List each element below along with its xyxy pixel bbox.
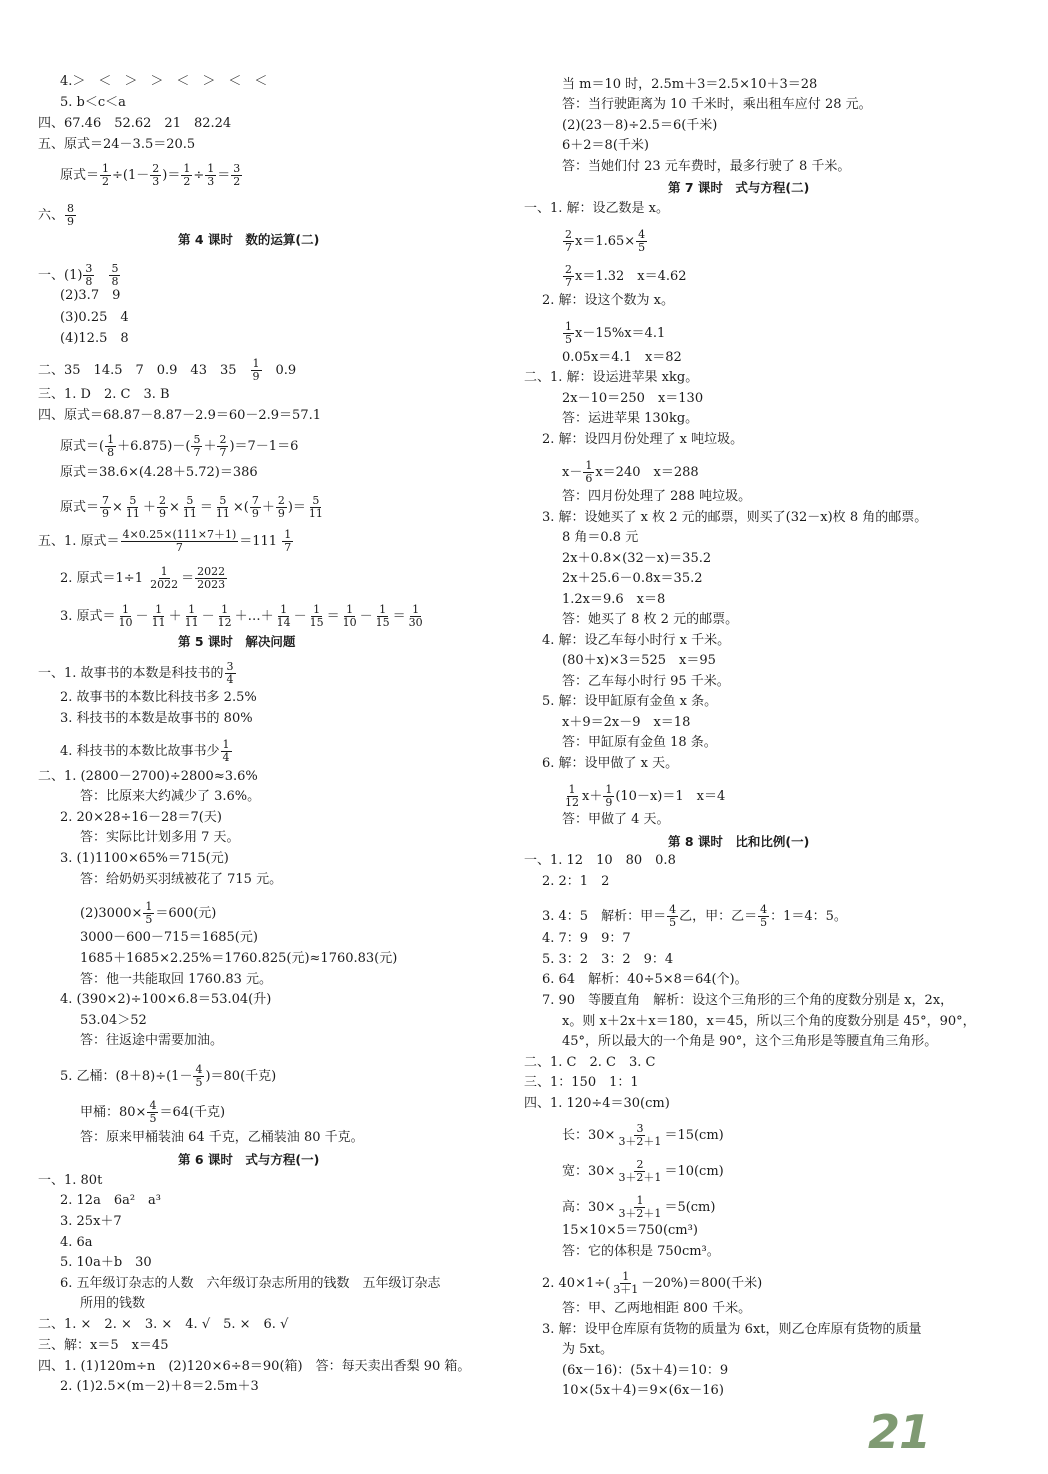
fraction: $\frac{1}{14}$: [276, 603, 291, 629]
answer-line: (2)3.7 9: [60, 288, 121, 303]
fraction: $\frac{1}{12}$: [565, 783, 579, 809]
answer-line: 四、1. 120÷4＝30(cm): [524, 1096, 670, 1111]
fraction: $\frac{1}{7}$: [284, 528, 292, 554]
fraction: $\frac{5}{11}$: [125, 494, 140, 520]
answer-line: 四、67.46 52.62 21 82.24: [38, 116, 232, 131]
fraction: $\frac{1}{9}$: [252, 357, 260, 383]
answer-line: 6＋2＝8(千米): [562, 138, 649, 153]
page-number: 21: [868, 1405, 931, 1459]
section-heading: 第 8 课时 比和比例(一): [668, 834, 810, 849]
answer-line: $\frac{2}{7}$ x＝1.32 x＝4.62: [565, 263, 687, 289]
section-heading: 第 4 课时 数的运算(二): [178, 232, 320, 247]
answer-line: 5. 解：设甲缸原有金鱼 x 条。: [542, 694, 718, 709]
fraction: $\frac{1}{2022}$: [150, 565, 179, 591]
answer-line: 2. 解：设四月份处理了 x 吨垃圾。: [542, 432, 744, 447]
answer-line: 3. 原式＝ $\frac{1}{10}$ － $\frac{1}{11}$ ＋ $\frac{1}{11}$ － $\frac{1}{12}$ ＋…＋ $\frac{1}{14}$ － $\frac{1}{15}$ ＝ $\frac{1}{10}$ － $\frac{1}{15}$ ＝ $\frac{1}{30}$: [60, 603, 423, 629]
fraction: $\frac{7}{9}$: [102, 494, 110, 520]
answer-line: 7. 90 等腰直角 解析：设这个三角形的三个角的度数分别是 x，2x，: [542, 993, 954, 1008]
fraction: $\frac{8}{9}$: [67, 202, 75, 228]
fraction: $\frac{4}{5}$: [638, 228, 646, 254]
fraction: $\frac{1}{11}$: [184, 603, 199, 629]
answer-line: 2. 解：设这个数为 x。: [542, 293, 674, 308]
fraction: $\frac{1}{6}$: [585, 459, 593, 485]
answer-line: x。则 x＋2x＋x＝180，x＝45，所以三个角的度数分别是 45°，90°，: [562, 1014, 976, 1029]
answer-line: 3. (1)1100×65%＝715(元): [60, 851, 229, 866]
answer-line: 8 角＝0.8 元: [562, 530, 639, 545]
fraction: $\frac{3}{2}$: [233, 162, 241, 188]
answer-line: 为 5xt。: [562, 1342, 613, 1357]
section-heading: 第 7 课时 式与方程(二): [668, 180, 810, 195]
fraction: $\frac{1}{11}$: [151, 603, 166, 629]
answer-line: 答：他一共能取回 1760.83 元。: [80, 972, 273, 987]
answer-line: 答：乙车每小时行 95 千米。: [562, 674, 730, 689]
fraction: $\frac{2}{3}$: [152, 162, 160, 188]
fraction: $\frac{7}{9}$: [251, 494, 259, 520]
answer-line: 2. (1)2.5×(m－2)＋8＝2.5m＋3: [60, 1379, 259, 1394]
fraction: $\frac{1}{5}$: [565, 320, 572, 346]
answer-line: 二、1. (2800－2700)÷2800≈3.6%: [38, 769, 258, 784]
fraction: $\frac{1}{10}$: [342, 603, 357, 629]
answer-line: 答：往返途中需要加油。: [80, 1033, 224, 1048]
answer-line: 2. 2：1 2: [542, 874, 610, 889]
answer-line: 甲桶：80× $\frac{4}{5}$ ＝64(千克): [80, 1099, 226, 1125]
fraction: $\frac{4}{5}$: [195, 1063, 203, 1089]
fraction: $\frac{1}{4}$: [222, 738, 230, 764]
fraction: $\frac{1}{9}$: [605, 783, 613, 809]
fraction: $\frac{2}{9}$: [277, 494, 285, 520]
answer-line: 三、1：150 1：1: [524, 1075, 639, 1090]
answer-line: 5. 10a＋b 30: [60, 1255, 152, 1270]
answer-line: 一、1. 解：设乙数是 x。: [524, 201, 669, 216]
fraction: $\frac{2}{7}$: [565, 228, 572, 254]
answer-line: 原式＝( $\frac{1}{8}$ ＋6.875)－( $\frac{5}{7}$ ＋ $\frac{2}{7}$ )＝7－1＝6: [60, 433, 299, 459]
answer-line: 三、解：x＝5 x＝45: [38, 1338, 169, 1353]
answer-line: 3. 解：设甲仓库原有货物的质量为 6xt，则乙仓库原有货物的质量: [542, 1322, 922, 1337]
answer-line: (2)(23－8)÷2.5＝6(千米): [562, 118, 718, 133]
answer-line: 二、1. 解：设运进苹果 xkg。: [524, 370, 699, 385]
answer-line: (4)12.5 8: [60, 331, 129, 346]
fraction: $\frac{4\times 0.25\times(111\times 7+1)}{7}$: [122, 528, 237, 554]
fraction: $\frac{2022}{2023}$: [197, 565, 226, 591]
answer-line: 2. 40×1÷( $\frac{1}{3+1}$ －20%)＝800(千米): [542, 1270, 763, 1296]
fraction: $\frac{3}{8}$: [85, 262, 93, 288]
answer-line: 53.04＞52: [80, 1013, 147, 1028]
fraction: $\frac{5}{7}$: [193, 433, 201, 459]
answer-line: 答：原来甲桶装油 64 千克，乙桶装油 80 千克。: [80, 1130, 364, 1145]
section-heading: 第 5 课时 解决问题: [178, 634, 296, 649]
answer-line: 长：30× $\frac{3}{3+2+1}$ ＝15(cm): [562, 1122, 724, 1148]
answer-line: 3. 解：设她买了 x 枚 2 元的邮票，则买了(32－x)枚 8 角的邮票。: [542, 510, 928, 525]
answer-line: 6. 解：设甲做了 x 天。: [542, 756, 679, 771]
answer-line: 原式＝ $\frac{1}{2}$ ÷(1－ $\frac{2}{3}$ )＝ $\frac{1}{2}$ ÷ $\frac{1}{3}$ ＝ $\frac{3}{2}$: [60, 162, 241, 188]
answer-line: 所用的钱数: [80, 1296, 146, 1311]
answer-line: 1.2x＝9.6 x＝8: [562, 592, 666, 607]
answer-line: 5. b＜c＜a: [60, 95, 126, 110]
answer-line: 2x＋25.6－0.8x＝35.2: [562, 571, 703, 586]
answer-line: 二、1. × 2. × 3. × 4. √ 5. × 6. √: [38, 1317, 289, 1332]
answer-line: 4. 科技书的本数比故事书少 $\frac{1}{4}$: [60, 738, 230, 764]
answer-line: 二、1. C 2. C 3. C: [524, 1055, 656, 1070]
answer-line: 原式＝ $\frac{7}{9}$ × $\frac{5}{11}$ ＋ $\frac{2}{9}$ × $\frac{5}{11}$ ＝ $\frac{5}{11}$ ×( $\frac{7}{9}$ ＋ $\frac{2}{9}$ )＝ $\frac{5}{11}$: [60, 494, 323, 520]
answer-line: 四、1. (1)120m÷n (2)120×6÷8＝90(箱) 答：每天卖出香梨 90 箱。: [38, 1359, 471, 1374]
answer-line: 3000－600－715＝1685(元): [80, 930, 258, 945]
answer-line: 2. 原式＝1÷1 $\frac{1}{2022}$ ＝ $\frac{2022}{2023}$: [60, 565, 226, 591]
answer-line: 一、1. 故事书的本数是科技书的 $\frac{3}{4}$: [38, 660, 234, 686]
fraction: $\frac{1}{15}$: [375, 603, 390, 629]
answer-line: 6. 64 解析：40÷5×8＝64(个)。: [542, 972, 748, 987]
answer-line: x＋9＝2x－9 x＝18: [562, 715, 691, 730]
answer-line: 5. 3：2 3：2 9：4: [542, 952, 674, 967]
answer-line: 答：运进苹果 130kg。: [562, 411, 699, 426]
answer-line: 五、原式＝24－3.5＝20.5: [38, 137, 196, 152]
answer-line: 4. (390×2)÷100×6.8＝53.04(升): [60, 992, 272, 1007]
fraction: $\frac{1}{12}$: [217, 603, 232, 629]
fraction: $\frac{3}{3+2+1}$: [618, 1122, 662, 1148]
answer-line: 答：当行驶距离为 10 千米时，乘出租车应付 28 元。: [562, 97, 872, 112]
fraction: $\frac{5}{11}$: [308, 494, 323, 520]
answer-line: 45°，所以最大的一个角是 90°，这个三角形是等腰直角三角形。: [562, 1034, 938, 1049]
answer-line: 答：给奶奶买羽绒被花了 715 元。: [80, 872, 283, 887]
fraction: $\frac{3}{4}$: [226, 660, 234, 686]
answer-line: $\frac{1}{12}$ x＋ $\frac{1}{9}$ (10－x)＝1 x＝4: [565, 783, 726, 809]
answer-line: 10×(5x＋4)＝9×(6x－16): [562, 1383, 724, 1398]
answer-line: 当 m＝10 时，2.5m＋3＝2.5×10＋3＝28: [562, 77, 818, 92]
fraction: $\frac{5}{11}$: [182, 494, 197, 520]
fraction: $\frac{1}{30}$: [408, 603, 423, 629]
fraction: $\frac{1}{8}$: [107, 433, 115, 459]
answer-line: 高：30× $\frac{1}{3+2+1}$ ＝5(cm): [562, 1194, 716, 1220]
answer-line: 答：她买了 8 枚 2 元的邮票。: [562, 612, 739, 627]
answer-line: (2)3000× $\frac{1}{5}$ ＝600(元): [80, 900, 217, 926]
answer-line: (80＋x)×3＝525 x＝95: [562, 653, 716, 668]
fraction: $\frac{1}{3+2+1}$: [618, 1194, 662, 1220]
answer-line: 4. 解：设乙车每小时行 x 千米。: [542, 633, 731, 648]
fraction: $\frac{1}{10}$: [118, 603, 133, 629]
fraction: $\frac{5}{11}$: [215, 494, 230, 520]
answer-line: 0.05x＝4.1 x＝82: [562, 350, 682, 365]
answer-line: $\frac{1}{5}$ x－15%x＝4.1: [565, 320, 666, 346]
fraction: $\frac{2}{7}$: [565, 263, 572, 289]
fraction: $\frac{1}{3}$: [207, 162, 215, 188]
answer-line: (3)0.25 4: [60, 310, 129, 325]
answer-line: 答：比原来大约减少了 3.6%。: [80, 789, 261, 804]
answer-line: 答：甲缸原有金鱼 18 条。: [562, 735, 717, 750]
fraction: $\frac{4}{5}$: [669, 903, 677, 929]
answer-line: 2. 故事书的本数比科技书多 2.5%: [60, 690, 257, 705]
answer-line: 答：甲做了 4 天。: [562, 812, 670, 827]
answer-line: 答：四月份处理了 288 吨垃圾。: [562, 489, 752, 504]
answer-line: 4. 6a: [60, 1235, 93, 1250]
fraction: $\frac{2}{7}$: [219, 433, 227, 459]
answer-line: 3. 4：5 解析：甲＝ $\frac{4}{5}$ 乙，甲：乙＝ $\frac{4}{5}$ ：1＝4：5。: [542, 903, 847, 929]
answer-line: 五、1. 原式＝ $\frac{4\times 0.25\times(111\times 7+1)}{7}$ ＝111 $\frac{1}{7}$: [38, 528, 292, 554]
answer-line: 2x＋0.8×(32－x)＝35.2: [562, 551, 712, 566]
answer-line: 5. 乙桶：(8＋8)÷(1－ $\frac{4}{5}$ )＝80(千克): [60, 1063, 277, 1089]
answer-line: 2. 12a 6a² a³: [60, 1193, 162, 1208]
answer-line: (6x－16)：(5x＋4)＝10：9: [562, 1363, 729, 1378]
answer-line: 答：当她们付 23 元车费时，最多行驶了 8 千米。: [562, 159, 851, 174]
answer-line: 3. 25x＋7: [60, 1214, 122, 1229]
answer-line: 15×10×5＝750(cm³): [562, 1223, 698, 1238]
answer-line: 4. 7：9 9：7: [542, 931, 631, 946]
fraction: $\frac{2}{3+2+1}$: [618, 1158, 662, 1184]
fraction: $\frac{4}{5}$: [149, 1099, 157, 1125]
answer-line: 一、1. 12 10 80 0.8: [524, 853, 676, 868]
answer-line: 4.＞ ＜ ＞ ＞ ＜ ＞ ＜ ＜: [60, 74, 268, 89]
fraction: $\frac{1}{5}$: [145, 900, 153, 926]
fraction: $\frac{1}{3+1}$: [613, 1270, 639, 1296]
answer-line: 3. 科技书的本数是故事书的 80%: [60, 711, 253, 726]
answer-line: 2x－10＝250 x＝130: [562, 391, 704, 406]
fraction: $\frac{2}{9}$: [158, 494, 166, 520]
answer-line: 答：它的体积是 750cm³。: [562, 1244, 720, 1259]
fraction: $\frac{1}{2}$: [183, 162, 191, 188]
answer-line: 一、1. 80t: [38, 1173, 103, 1188]
answer-line: 原式＝38.6×(4.28＋5.72)＝386: [60, 465, 258, 480]
fraction: $\frac{4}{5}$: [760, 903, 768, 929]
fraction: $\frac{1}{15}$: [309, 603, 324, 629]
answer-line: $\frac{2}{7}$ x＝1.65× $\frac{4}{5}$: [565, 228, 646, 254]
fraction: $\frac{5}{8}$: [111, 262, 119, 288]
answer-line: 答：甲、乙两地相距 800 千米。: [562, 1301, 752, 1316]
answer-line: 1685＋1685×2.25%＝1760.825(元)≈1760.83(元): [80, 951, 398, 966]
answer-line: 二、35 14.5 7 0.9 43 35 $\frac{1}{9}$ 0.9: [38, 357, 297, 383]
answer-line: x－ $\frac{1}{6}$ x＝240 x＝288: [562, 459, 699, 485]
answer-line: 四、原式＝68.87－8.87－2.9＝60－2.9＝57.1: [38, 408, 321, 423]
answer-line: 2. 20×28÷16－28＝7(天): [60, 810, 222, 825]
answer-line: 答：实际比计划多用 7 天。: [80, 830, 240, 845]
answer-line: 三、1. D 2. C 3. B: [38, 387, 170, 402]
section-heading: 第 6 课时 式与方程(一): [178, 1152, 320, 1167]
answer-line: 六、 $\frac{8}{9}$: [38, 202, 75, 228]
answer-line: 6. 五年级订杂志的人数 六年级订杂志所用的钱数 五年级订杂志: [60, 1276, 441, 1291]
answer-line: 宽：30× $\frac{2}{3+2+1}$ ＝10(cm): [562, 1158, 724, 1184]
fraction: $\frac{1}{2}$: [102, 162, 110, 188]
answer-line: 一、(1) $\frac{3}{8}$ $\frac{5}{8}$: [38, 262, 119, 288]
